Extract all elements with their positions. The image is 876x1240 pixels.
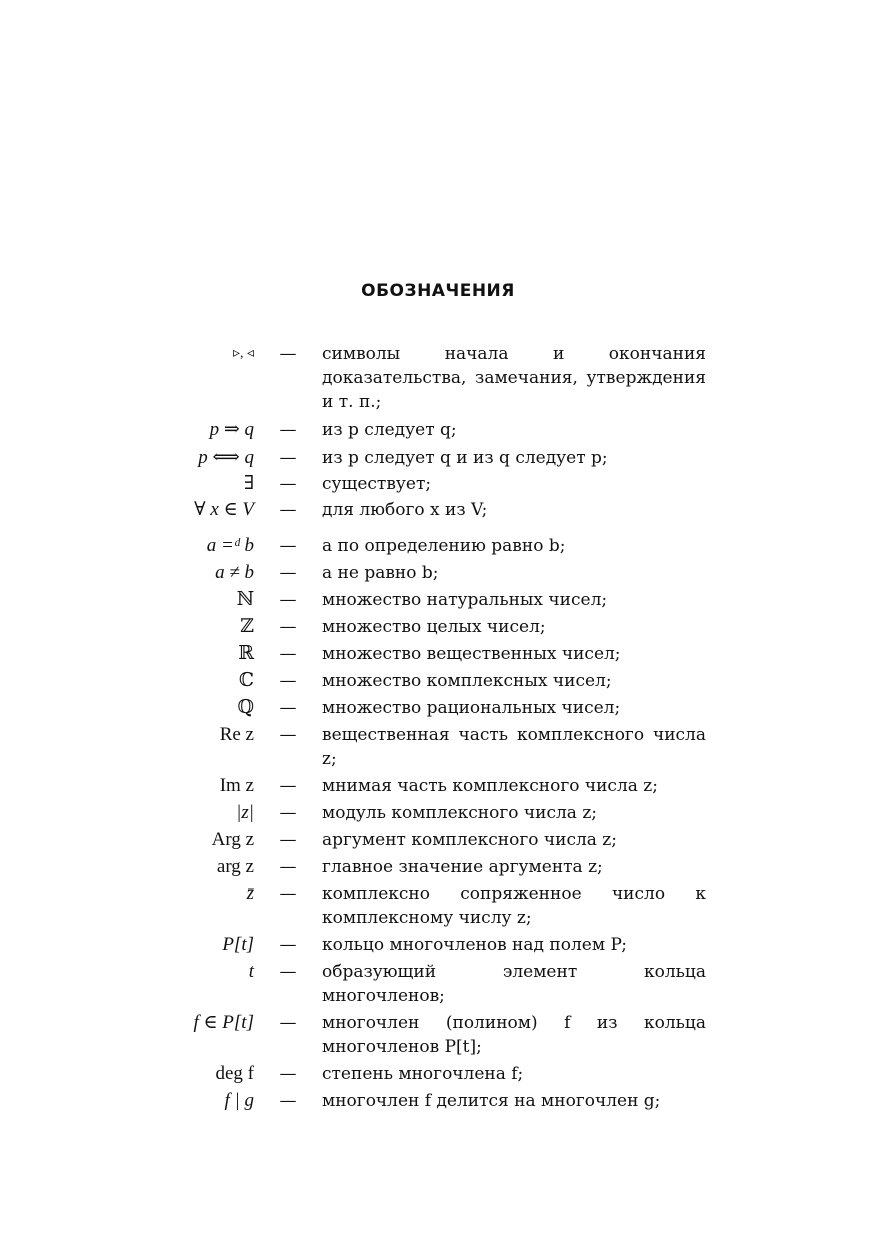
notation-description: множество комплексных чисел; [322,671,612,691]
notation-row [0,342,876,414]
dash-separator: — [279,644,297,664]
dash-separator: — [279,536,297,556]
dash-separator: — [279,671,297,691]
notation-symbol: z̄ [246,883,254,904]
notation-row [0,801,876,825]
notation-row [0,696,876,720]
dash-separator: — [279,448,297,468]
notation-row [0,446,876,470]
notation-symbol: P[t] [222,934,254,955]
notation-description: степень многочлена f; [322,1064,524,1084]
notation-description: множество целых чисел; [322,617,546,637]
notation-description: аргумент комплексного числа z; [322,830,617,850]
notation-row [0,933,876,957]
notation-symbol: |z| [236,802,254,823]
notation-row [0,882,876,930]
notation-symbol: Im z [219,775,254,796]
notation-row [0,534,876,558]
dash-separator: — [279,590,297,610]
notation-symbol: ℂ [238,670,254,691]
notation-row [0,855,876,879]
notation-row [0,1062,876,1086]
notation-symbol: ℕ [236,589,254,610]
dash-separator: — [279,830,297,850]
dash-separator: — [279,935,297,955]
notation-description: многочлен (полином) f из кольца многочленов P[t]; [322,1013,706,1057]
notation-symbol: Re z [219,724,254,745]
notation-row [0,723,876,771]
dash-separator: — [279,344,297,364]
notation-symbol: ∀ x ∈ V [194,499,254,520]
notation-description: модуль комплексного числа z; [322,803,598,823]
dash-separator: — [279,1013,297,1033]
notation-symbol: ▹, ◃ [232,346,254,361]
notation-description: существует; [322,474,432,494]
notation-description: мнимая часть комплексного числа z; [322,776,658,796]
notation-symbol: deg f [215,1063,254,1084]
notation-row [0,472,876,496]
notation-symbol: a =ᵈ b [206,535,254,556]
notation-description: кольцо многочленов над полем P; [322,935,628,955]
dash-separator: — [279,725,297,745]
notation-description: образующий элемент кольца многочленов; [322,962,706,1006]
notation-row [0,1089,876,1113]
dash-separator: — [279,1064,297,1084]
dash-separator: — [279,803,297,823]
dash-separator: — [279,420,297,440]
notation-row [0,669,876,693]
notation-row [0,960,876,1008]
notation-row [0,418,876,442]
dash-separator: — [279,563,297,583]
notation-symbol: p ⇒ q [209,419,254,440]
notation-description: a по определению равно b; [322,536,566,556]
notation-row [0,1011,876,1059]
notation-description: из p следует q; [322,420,457,440]
notation-description: вещественная часть комплексного числа z; [322,725,706,769]
notation-description: комплексно сопряженное число к комплексному числу z; [322,884,706,928]
notation-description: символы начала и окончания доказательства, замечания, утверждения и т. п.; [322,344,706,412]
dash-separator: — [279,1091,297,1111]
dash-separator: — [279,962,297,982]
dash-separator: — [279,500,297,520]
notation-row [0,561,876,585]
notation-row [0,774,876,798]
dash-separator: — [279,857,297,877]
notation-symbol: ℤ [240,616,254,637]
notation-symbol: t [248,961,254,982]
notation-description: множество рациональных чисел; [322,698,621,718]
notation-description: из p следует q и из q следует p; [322,448,608,468]
notation-symbol: f | g [224,1090,254,1111]
notation-description: многочлен f делится на многочлен g; [322,1091,661,1111]
notation-description: для любого x из V; [322,500,488,520]
notation-description: множество вещественных чисел; [322,644,621,664]
notation-symbol: a ≠ b [215,562,254,583]
notation-description: главное значение аргумента z; [322,857,603,877]
notation-symbol: ℚ [237,697,254,718]
notation-symbol: p ⟺ q [198,447,254,468]
notation-description: a не равно b; [322,563,439,583]
notation-symbol: arg z [216,856,254,877]
notation-description: множество натуральных чисел; [322,590,608,610]
notation-symbol: ∃ [243,473,254,494]
notation-symbol: ℝ [238,643,254,664]
notation-symbol: f ∈ P[t] [193,1012,254,1033]
dash-separator: — [279,474,297,494]
notation-row [0,498,876,522]
dash-separator: — [279,776,297,796]
notation-row [0,828,876,852]
dash-separator: — [279,884,297,904]
notation-list [0,342,876,1111]
notation-row [0,588,876,612]
dash-separator: — [279,698,297,718]
notation-row [0,642,876,666]
notation-symbol: Arg z [211,829,254,850]
page-title: ОБОЗНАЧЕНИЯ [361,281,515,301]
dash-separator: — [279,617,297,637]
notation-row [0,615,876,639]
